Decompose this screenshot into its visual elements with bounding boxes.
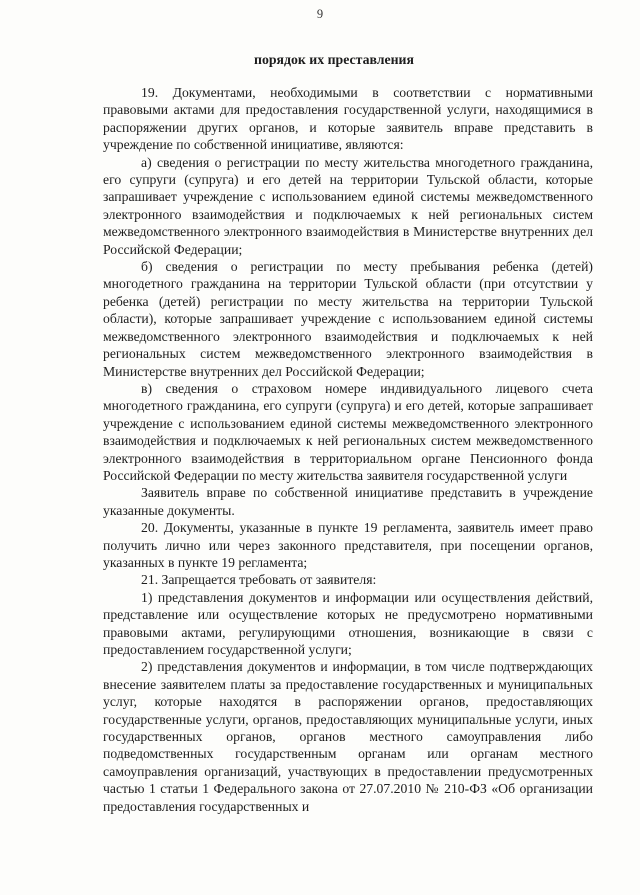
paragraph-19b: б) сведения о регистрации по месту пребывания ребенка (детей) многодетного гражданина на территории Тульской области (при отсутствии у ребенка (детей) регистрации по месту жительства на территории Тульской области), которые запрашивает учреждение с использованием единой системы межведомственного электронного взаимодействия и подключаемых к ней региональных систем межведомственного электронного взаимодействия в Министерстве внутренних дел Российской Федерации;	[103, 259, 593, 379]
paragraph-19: 19. Документами, необходимыми в соответствии с нормативными правовыми актами для предоставления государственной услуги, находящимися в распоряжении других органов, и которые заявитель вправе представить в учреждение по собственной инициативе, являются:	[103, 85, 593, 153]
paragraph-19v: в) сведения о страховом номере индивидуального лицевого счета многодетного гражданина, его супруги (супруга) и его детей, которые запрашивает учреждение с использованием единой системы межведомственного электронного взаимодействия и подключаемых к ней региональных систем межведомственного электронного взаимодействия в территориальном органе Пенсионного фонда Российской Федерации по месту жительства заявителя государственной услуги	[103, 380, 593, 483]
document-body	[103, 84, 593, 815]
paragraph-20: 20. Документы, указанные в пункте 19 регламента, заявитель имеет право получить лично или через законного представителя, при посещении органов, указанных в пункте 19 регламента;	[103, 520, 593, 570]
section-heading: порядок их преставления	[254, 52, 414, 67]
page-number: 9	[316, 7, 324, 21]
paragraph-applicant-right: Заявитель вправе по собственной инициативе представить в учреждение указанные документы.	[103, 485, 593, 518]
paragraph-19a: а) сведения о регистрации по месту жительства многодетного гражданина, его супруги (супруга) и его детей на территории Тульской области, которые запрашивает учреждение с использованием единой системы межведомственного электронного взаимодействия и подключаемых к ней региональных систем межведомственного электронного взаимодействия в Министерстве внутренних дел Российской Федерации;	[103, 154, 593, 257]
paragraph-21-2: 2) представления документов и информации, в том числе подтверждающих внесение заявителем платы за предоставление государственных и муниципальных услуг, которые находятся в распоряжении органов, предоставляющих государственные услуги, органов, предоставляющих муниципальные услуги, иных государственных органов, органов местного самоуправления либо подведомственных государственным органам или органам местного самоуправления организаций, участвующих в предоставлении предусмотренных частью 1 статьи 1 Федерального закона от 27.07.2010 № 210-ФЗ «Об организации предоставления государственных и	[103, 659, 593, 814]
paragraph-21-1: 1) представления документов и информации или осуществления действий, представление или осуществление которых не предусмотрено нормативными правовыми актами, регулирующими отношения, возникающие в связи с предоставлением государственной услуги;	[103, 589, 593, 657]
paragraph-21: 21. Запрещается требовать от заявителя:	[141, 572, 377, 588]
